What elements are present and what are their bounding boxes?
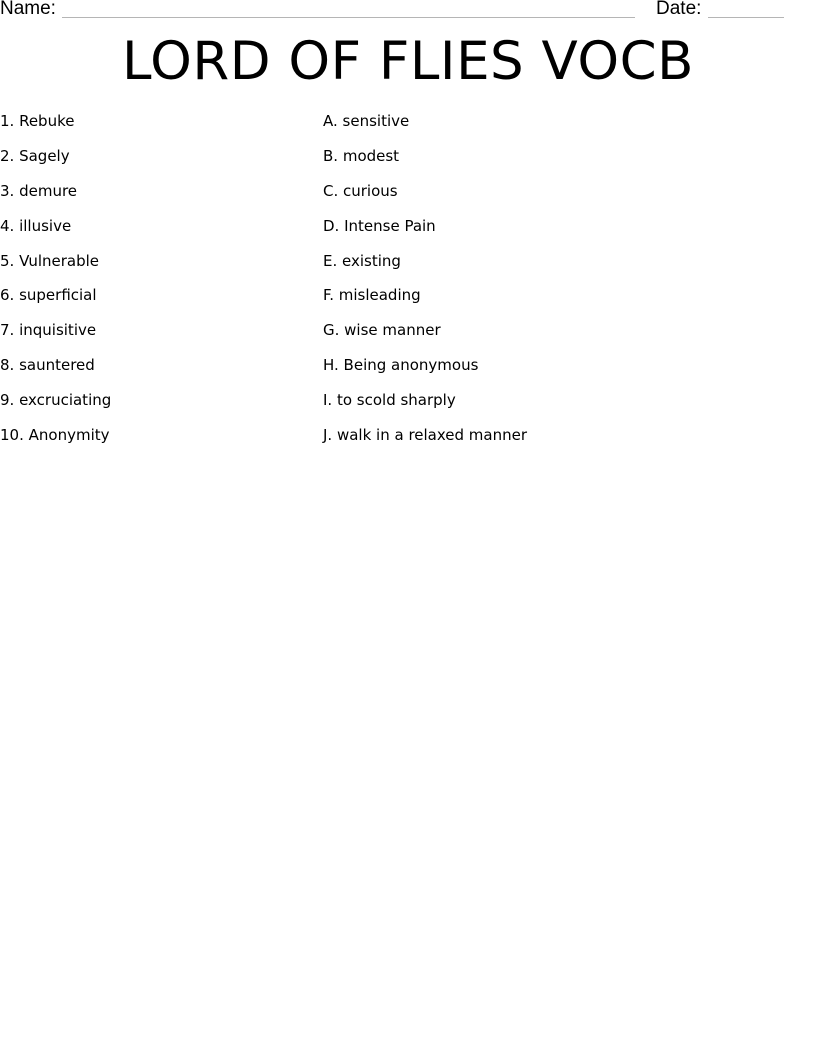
term-item: 7. inquisitive — [0, 321, 97, 340]
definition-item: J. walk in a relaxed manner — [323, 426, 528, 445]
definition-item: G. wise manner — [323, 321, 441, 340]
term-item: 2. Sagely — [0, 146, 70, 165]
definition-item: B. modest — [323, 146, 400, 165]
definition-item: I. to scold sharply — [323, 391, 456, 410]
term-item: 4. illusive — [0, 216, 72, 235]
term-item: 3. demure — [0, 181, 78, 200]
term-item: 6. superficial — [0, 286, 97, 305]
definition-item: C. curious — [323, 181, 398, 200]
name-label: Name: — [0, 0, 56, 19]
definition-item: F. misleading — [323, 286, 421, 305]
definition-item: H. Being anonymous — [323, 356, 479, 375]
term-item: 8. sauntered — [0, 356, 95, 375]
term-item: 1. Rebuke — [0, 112, 75, 130]
term-item: 5. Vulnerable — [0, 251, 100, 270]
terms-list — [0, 112, 111, 461]
page-title: LORD OF FLIES VOCB — [122, 31, 694, 92]
definition-item: A. sensitive — [323, 112, 410, 130]
definition-item: E. existing — [323, 251, 401, 270]
term-item: 9. excruciating — [0, 391, 112, 410]
term-item: 10. Anonymity — [0, 426, 110, 445]
header-row — [0, 0, 816, 24]
date-label: Date: — [656, 0, 702, 19]
definitions-list — [323, 112, 527, 461]
name-field-line[interactable] — [62, 17, 635, 18]
date-field-line[interactable] — [708, 17, 784, 18]
definition-item: D. Intense Pain — [323, 216, 436, 235]
